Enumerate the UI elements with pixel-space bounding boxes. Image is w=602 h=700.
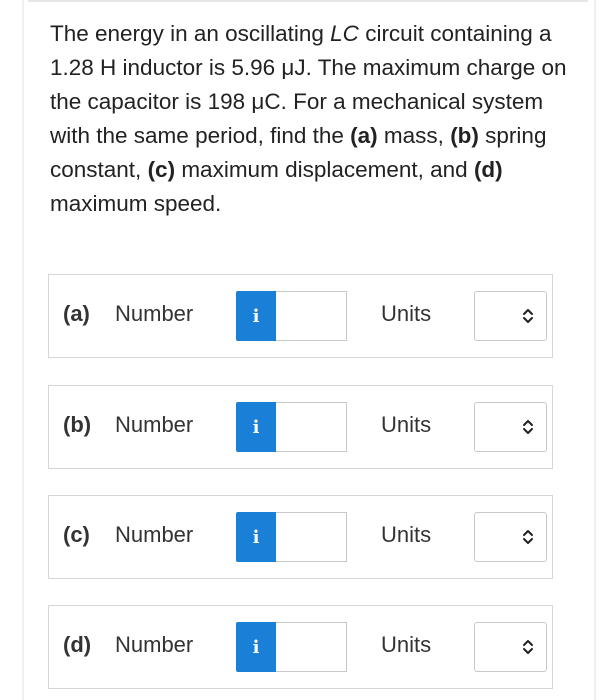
- units-select[interactable]: [474, 512, 547, 562]
- chevron-up-down-icon: [520, 418, 536, 436]
- info-icon: i: [252, 305, 260, 327]
- info-icon: i: [252, 526, 260, 548]
- units-label: Units: [381, 632, 432, 657]
- info-button[interactable]: [236, 402, 276, 452]
- units-select[interactable]: [474, 622, 547, 672]
- left-border: [22, 0, 24, 700]
- units-select[interactable]: [474, 402, 547, 452]
- chevron-up-down-icon: [520, 528, 536, 546]
- number-input[interactable]: [276, 291, 347, 341]
- info-button[interactable]: [236, 291, 276, 341]
- info-icon: i: [252, 636, 260, 658]
- part-label: (b): [63, 412, 92, 437]
- number-label: Number: [115, 632, 194, 657]
- number-label: Number: [115, 412, 194, 437]
- number-input[interactable]: [276, 402, 347, 452]
- answer-row-c: [48, 495, 553, 579]
- number-label: Number: [115, 301, 194, 326]
- question-text: The energy in an oscillating LC circuit containing a 1.28 H inductor is 5.96 μJ. The maximum charge on the capacitor is 198 μC. For a mechanical system with the same period, find the (a) mass, (b) spring constant, (c) maximum displacement, and (d) maximum speed.: [50, 21, 567, 216]
- info-button[interactable]: [236, 512, 276, 562]
- right-border: [594, 0, 596, 700]
- answer-row-b: [48, 385, 553, 469]
- number-label: Number: [115, 522, 194, 547]
- units-select[interactable]: [474, 291, 547, 341]
- number-input[interactable]: [276, 512, 347, 562]
- info-button[interactable]: [236, 622, 276, 672]
- units-label: Units: [381, 412, 432, 437]
- chevron-up-down-icon: [520, 307, 536, 325]
- answer-row-d: [48, 605, 553, 689]
- top-divider: [28, 0, 588, 2]
- info-icon: i: [252, 416, 260, 438]
- units-label: Units: [381, 301, 432, 326]
- chevron-up-down-icon: [520, 638, 536, 656]
- number-input[interactable]: [276, 622, 347, 672]
- units-label: Units: [381, 522, 432, 547]
- part-label: (a): [63, 301, 90, 326]
- part-label: (d): [63, 632, 92, 657]
- part-label: (c): [63, 522, 90, 547]
- answer-row-a: [48, 274, 553, 358]
